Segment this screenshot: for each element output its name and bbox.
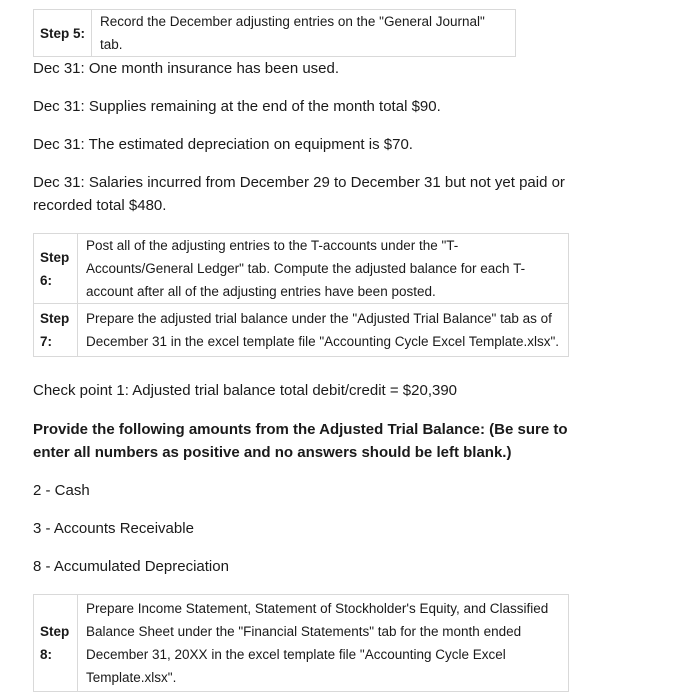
step-7-text: Prepare the adjusted trial balance under the "Adjusted Trial Balance" tab as of December 31 in the excel template file "Accounting Cycle Excel Template.xlsx". [78,304,569,357]
step-8-label-number: 8: [40,647,53,662]
step-8-label-word: Step [40,624,70,639]
step-5-label: Step 5: [34,10,92,57]
step-7-label-number: 7: [40,334,53,349]
step-6-label [34,234,78,304]
item-cash: 2 - Cash [33,482,90,499]
entry-insurance: Dec 31: One month insurance has been used. [33,60,340,77]
step-5-text: Record the December adjusting entries on the "General Journal" tab. [92,10,516,57]
step-8-label [34,595,78,692]
step-6-table [33,233,569,357]
step-7-label [34,304,78,357]
checkpoint: Check point 1: Adjusted trial balance total debit/credit = $20,390 [33,382,458,399]
step-7-label-word: Step [40,311,70,326]
entry-salaries: Dec 31: Salaries incurred from December 29 to December 31 but not yet paid or recorded total $480. [33,174,565,214]
step-6-label-number: 6: [40,272,53,288]
step-8-text: Prepare Income Statement, Statement of Stockholder's Equity, and Classified Balance Sheet under the "Financial Statements" tab for the month ended December 31, 20XX in the excel template file "Accounting Cycle Excel Template.xlsx". [78,595,569,692]
item-accumulated-depreciation: 8 - Accumulated Depreciation [33,558,229,575]
step-6-label-word: Step [40,249,70,265]
step-8-table [33,594,569,692]
instruction: Provide the following amounts from the Adjusted Trial Balance: (Be sure to enter all numbers as positive and no answers should be left blank.) [33,421,568,461]
entry-depreciation: Dec 31: The estimated depreciation on equipment is $70. [33,136,413,153]
entry-supplies: Dec 31: Supplies remaining at the end of the month total $90. [33,98,441,115]
item-accounts-receivable: 3 - Accounts Receivable [33,520,194,537]
step-6-text: Post all of the adjusting entries to the T-accounts under the "T-Accounts/General Ledger" tab. Compute the adjusted balance for each T-account after all of the adjusting entries have been posted. [78,234,569,304]
step-5-table [33,9,516,57]
